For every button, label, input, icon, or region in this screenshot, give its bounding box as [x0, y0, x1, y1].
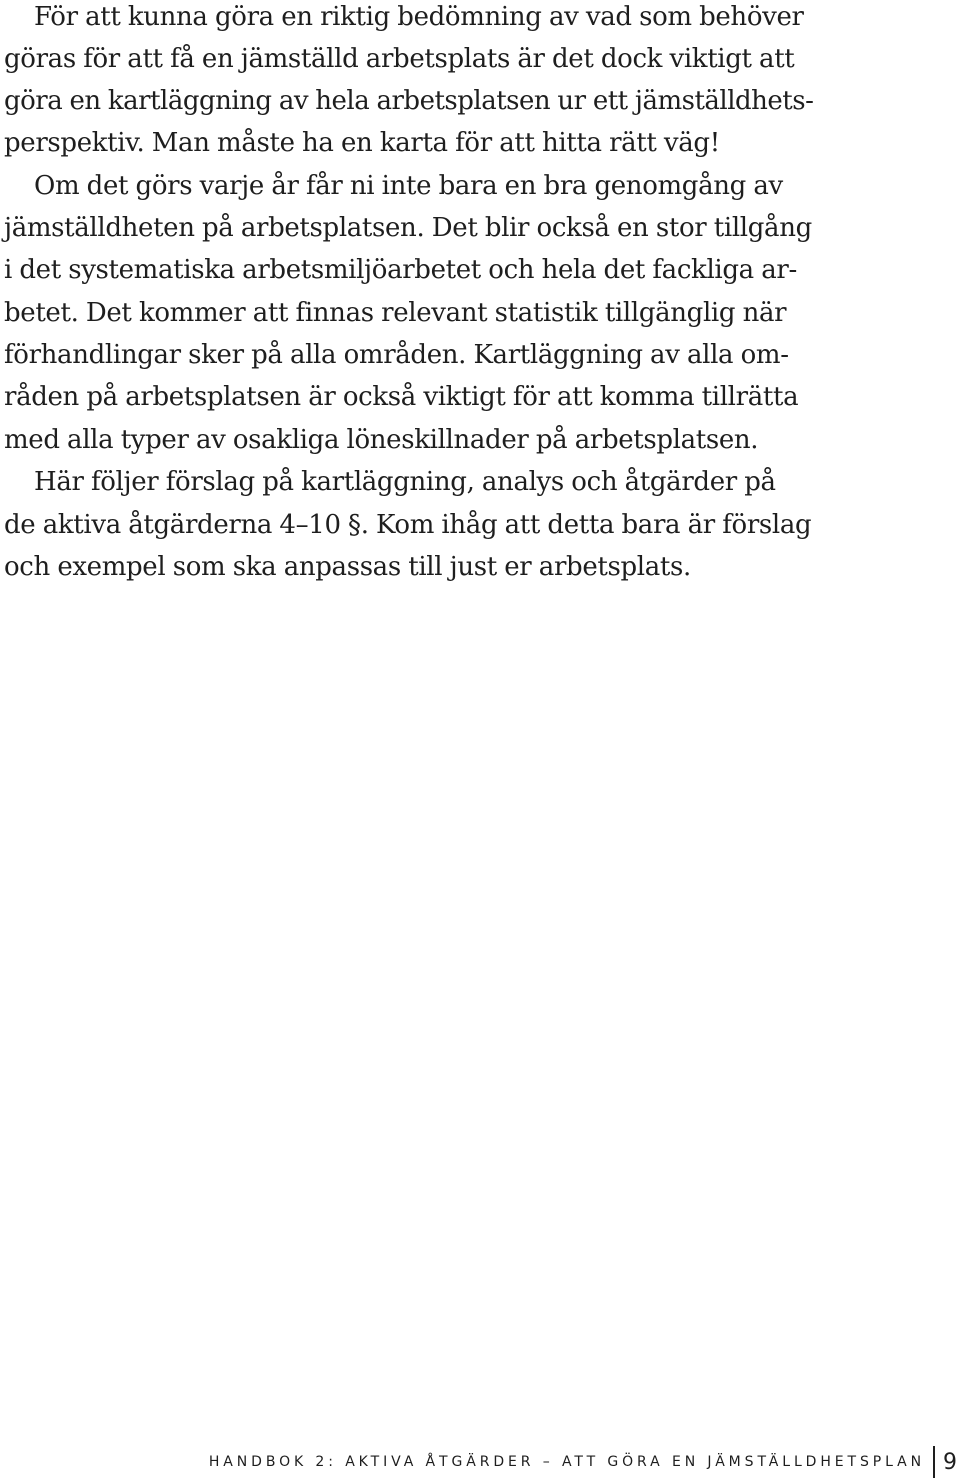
text-line: förhandlingar sker på alla områden. Kartläggning av alla om- — [4, 340, 789, 370]
text-line: Om det görs varje år får ni inte bara en bra genomgång av — [34, 171, 783, 201]
text-line: jämställdheten på arbetsplatsen. Det blir också en stor tillgång — [4, 213, 812, 243]
page-footer — [209, 1442, 960, 1482]
running-footer-title: HANDBOK 2: AKTIVA ÅTGÄRDER – ATT GÖRA EN JÄMSTÄLLDHETSPLAN — [208, 1454, 925, 1470]
text-line: betet. Det kommer att finnas relevant statistik tillgänglig när — [4, 298, 787, 328]
text-line: göras för att få en jämställd arbetsplats är det dock viktigt att — [4, 44, 795, 74]
text-line: perspektiv. Man måste ha en karta för att hitta rätt väg! — [4, 128, 720, 158]
text-line: i det systematiska arbetsmiljöarbetet och hela det fackliga ar- — [4, 255, 797, 285]
text-line: göra en kartläggning av hela arbetsplatsen ur ett jämställdhets- — [4, 86, 814, 116]
text-line: och exempel som ska anpassas till just er arbetsplats. — [4, 552, 691, 582]
text-line: med alla typer av osakliga löneskillnader på arbetsplatsen. — [4, 425, 759, 455]
text-line: de aktiva åtgärderna 4–10 §. Kom ihåg att detta bara är förslag — [4, 510, 812, 540]
footer-divider — [933, 1446, 935, 1478]
page-number: 9 — [943, 1449, 957, 1475]
text-line: Här följer förslag på kartläggning, analys och åtgärder på — [34, 467, 776, 497]
text-line: För att kunna göra en riktig bedömning av vad som behöver — [34, 2, 804, 32]
text-line: råden på arbetsplatsen är också viktigt för att komma tillrätta — [4, 382, 799, 412]
